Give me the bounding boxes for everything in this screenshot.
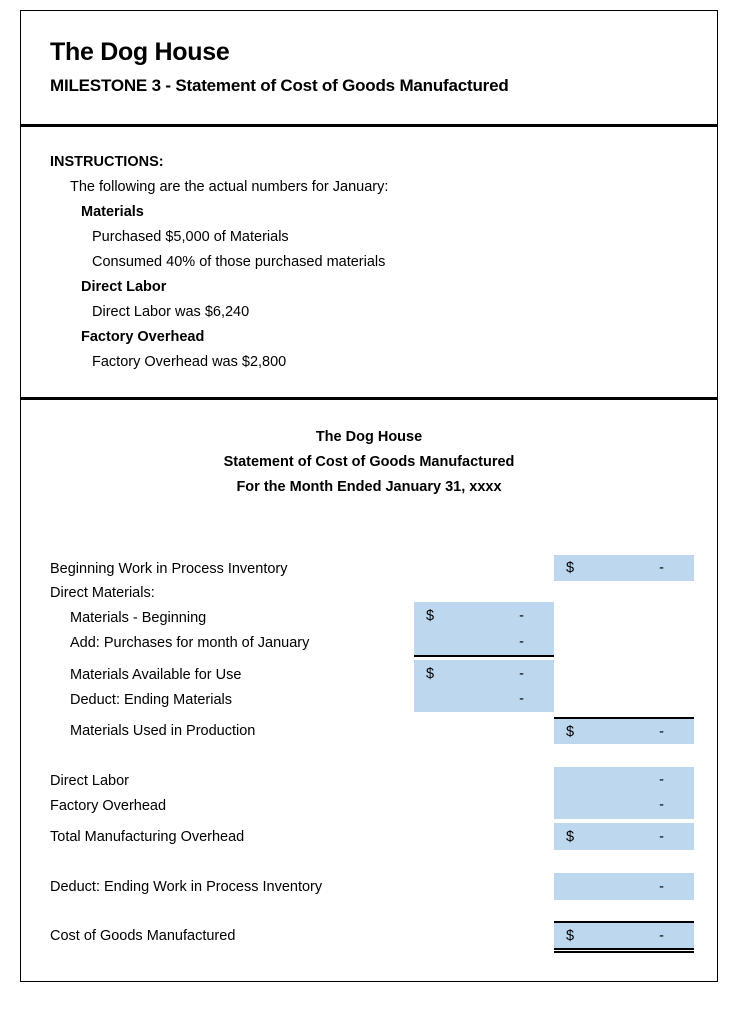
currency-symbol: $ [566,723,575,740]
value-materials-available: - [519,666,524,682]
input-materials-available-ending[interactable] [414,660,554,712]
label-factory-overhead: Factory Overhead [50,798,167,814]
label-materials-available: Materials Available for Use [70,667,242,683]
direct-labor-line: Direct Labor was $6,240 [92,304,250,320]
statement-period: For the Month Ended January 31, xxxx [236,479,502,495]
value-cogm: - [659,927,664,944]
value-materials-beginning: - [519,608,524,624]
milestone-subtitle: MILESTONE 3 - Statement of Cost of Goods Manufactured [50,76,509,95]
label-materials-used: Materials Used in Production [70,723,256,739]
value-factory-overhead: - [659,797,664,813]
currency-symbol: $ [566,927,575,944]
value-ending-wip: - [659,878,664,895]
label-add-purchases: Add: Purchases for month of January [70,635,310,651]
label-deduct-ending-wip: Deduct: Ending Work in Process Inventory [50,879,323,895]
value-materials-used: - [659,723,664,740]
value-total-mfg-overhead: - [659,828,664,845]
value-add-purchases: - [519,634,524,650]
input-materials-beginning-purchases[interactable] [414,602,554,656]
label-direct-materials: Direct Materials: [50,585,155,601]
instructions-intro: The following are the actual numbers for January: [70,179,389,195]
input-materials-used[interactable] [554,719,694,744]
label-beginning-wip: Beginning Work in Process Inventory [50,561,288,577]
label-cogm: Cost of Goods Manufactured [50,928,236,944]
materials-line-2: Consumed 40% of those purchased materials [92,254,386,270]
label-deduct-ending-materials: Deduct: Ending Materials [70,692,232,708]
label-direct-labor: Direct Labor [50,773,129,789]
materials-line-1: Purchased $5,000 of Materials [92,229,289,245]
input-labor-overhead[interactable] [554,767,694,819]
company-title: The Dog House [50,38,230,66]
double-underline-cogm-1 [554,948,694,950]
underline-purchases [414,655,554,657]
statement-title: Statement of Cost of Goods Manufactured [223,454,515,470]
statement-company: The Dog House [315,429,423,445]
double-underline-cogm-2 [554,951,694,953]
materials-label: Materials [81,204,144,220]
factory-overhead-label: Factory Overhead [81,329,205,345]
header-divider [20,124,718,127]
instructions-divider [20,397,718,400]
currency-symbol: $ [426,666,435,682]
currency-symbol: $ [566,828,575,845]
input-total-mfg-overhead[interactable] [554,823,694,850]
label-materials-beginning: Materials - Beginning [70,610,207,626]
currency-symbol: $ [566,560,575,576]
direct-labor-label: Direct Labor [81,279,167,295]
input-ending-wip[interactable] [554,873,694,900]
input-cogm[interactable] [554,923,694,948]
value-direct-labor: - [659,772,664,788]
label-total-mfg-overhead: Total Manufacturing Overhead [50,829,245,845]
currency-symbol: $ [426,608,435,624]
value-beginning-wip: - [659,560,664,576]
instructions-heading: INSTRUCTIONS: [50,154,164,170]
factory-overhead-line: Factory Overhead was $2,800 [92,354,287,370]
input-beginning-wip[interactable] [554,555,694,581]
value-ending-materials: - [519,691,524,707]
